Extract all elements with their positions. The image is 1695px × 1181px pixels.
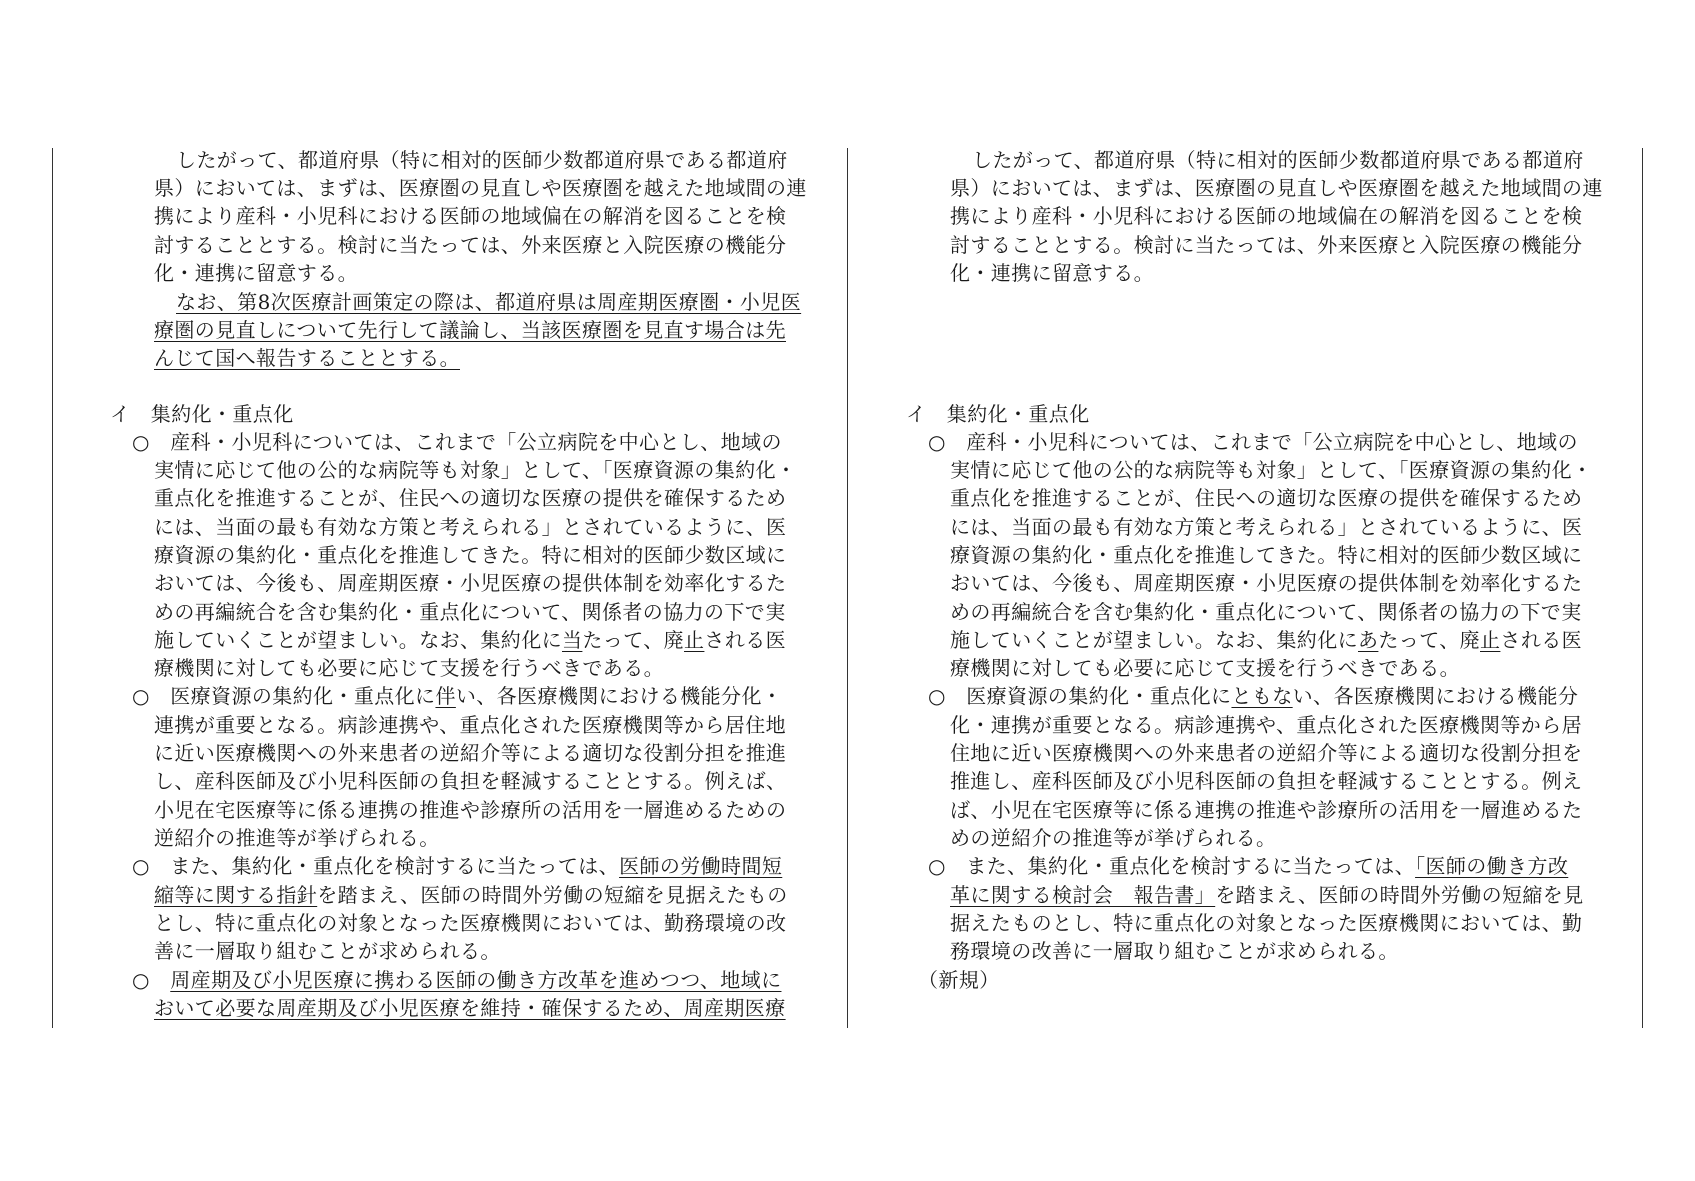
- left-item1-line-7: めの再編統合を含む集約化・重点化について、関係者の協力の下で実: [154, 600, 786, 624]
- underlined-segment: 革に関する検討会 報告書」: [950, 883, 1216, 907]
- left-para2-line-3: んじて国へ報告することとする。: [154, 346, 460, 370]
- left-section-heading: イ 集約化・重点化: [110, 402, 294, 426]
- underlined-segment: 縮等に関する指針: [154, 883, 318, 907]
- right-item3-line-1: [928, 852, 1568, 880]
- text-segment: ○ また、集約化・重点化を検討するに当たっては、: [132, 854, 620, 878]
- left-border-line: [52, 148, 53, 1028]
- left-item1-line-8: [154, 626, 786, 654]
- left-item4-line-2: おいて必要な周産期及び小児医療を維持・確保するため、周産期医療: [154, 996, 786, 1020]
- right-item2-line-2: 化・連携が重要となる。病診連携や、重点化された医療機関等から居: [950, 713, 1582, 737]
- left-item3-line-3: とし、特に重点化の対象となった医療機関においては、勤務環境の改: [154, 911, 787, 935]
- left-item2-line-6: 逆紹介の推進等が挙げられる。: [154, 826, 440, 850]
- underlined-segment: 医師の労働時間短: [619, 854, 783, 878]
- right-item1-line-1: ○ 産科・小児科については、これまで「公立病院を中心とし、地域の: [928, 430, 1578, 454]
- left-item1-line-5: 療資源の集約化・重点化を推進してきた。特に相対的医師少数区域に: [154, 543, 787, 567]
- left-item1-line-9: 療機関に対しても必要に応じて支援を行うべきである。: [154, 656, 664, 680]
- right-item1-line-7: めの再編統合を含む集約化・重点化について、関係者の協力の下で実: [950, 600, 1582, 624]
- text-segment: を踏まえ、医師の時間外労働の短縮を見据えたもの: [317, 883, 788, 907]
- text-segment: 施していくことが望ましい。なお、集約化に: [154, 628, 562, 652]
- left-para2-line-1: なお、第8次医療計画策定の際は、都道府県は周産期医療圏・小児医: [176, 290, 802, 314]
- right-item3-line-2: [950, 881, 1584, 909]
- text-segment: 施していくことが望ましい。なお、集約化に: [950, 628, 1358, 652]
- right-item3-line-4: 務環境の改善に一層取り組むことが求められる。: [950, 939, 1399, 963]
- right-item2-line-3: 住地に近い医療機関への外来患者の逆紹介等による適切な役割分担を: [950, 741, 1583, 765]
- underlined-segment: 当: [562, 628, 583, 652]
- right-item1-line-6: おいては、今後も、周産期医療・小児医療の提供体制を効率化するた: [950, 571, 1583, 595]
- right-item1-line-5: 療資源の集約化・重点化を推進してきた。特に相対的医師少数区域に: [950, 543, 1583, 567]
- left-item2-line-3: に近い医療機関への外来患者の逆紹介等による適切な役割分担を推進: [154, 741, 787, 765]
- left-item1-line-1: ○ 産科・小児科については、これまで「公立病院を中心とし、地域の: [132, 430, 782, 454]
- text-segment: ○: [132, 968, 171, 992]
- right-border-line: [1642, 148, 1643, 1028]
- left-item2-line-4: し、産科医師及び小児科医師の負担を軽減することとする。例えば、: [154, 769, 787, 793]
- center-divider-line: [847, 148, 848, 1028]
- right-item2-line-5: ば、小児在宅医療等に係る連携の推進や診療所の活用を一層進めるた: [950, 798, 1583, 822]
- left-item2-line-5: 小児在宅医療等に係る連携の推進や診療所の活用を一層進めるための: [154, 798, 787, 822]
- right-section-heading: イ 集約化・重点化: [906, 402, 1090, 426]
- right-para1-line-1: したがって、都道府県（特に相対的医師少数都道府県である都道府: [972, 148, 1584, 172]
- right-item2-line-1: [928, 682, 1578, 710]
- left-item3-line-2: [154, 881, 788, 909]
- text-segment: い、各医療機関における機能分化・: [455, 684, 783, 708]
- left-para1-line-1: したがって、都道府県（特に相対的医師少数都道府県である都道府: [176, 148, 788, 172]
- text-segment: たって、廃: [1378, 628, 1481, 652]
- underlined-segment: 伴: [435, 684, 456, 708]
- text-segment: される医: [1500, 628, 1583, 652]
- underlined-segment: ともな: [1231, 684, 1293, 708]
- left-item3-line-1: [132, 852, 782, 880]
- text-segment: い、各医療機関における機能分: [1292, 684, 1579, 708]
- left-para1-line-3: 携により産科・小児科における医師の地域偏在の解消を図ることを検: [154, 204, 787, 228]
- right-item3-line-3: 据えたものとし、特に重点化の対象となった医療機関においては、勤: [950, 911, 1583, 935]
- left-item1-line-3: 重点化を推進することが、住民への適切な医療の提供を確保するため: [154, 486, 787, 510]
- right-new-note: （新規）: [918, 968, 1000, 992]
- right-para1-line-3: 携により産科・小児科における医師の地域偏在の解消を図ることを検: [950, 204, 1583, 228]
- right-para1-line-4: 討することとする。検討に当たっては、外来医療と入院医療の機能分: [950, 233, 1583, 257]
- text-segment: ○ 医療資源の集約化・重点化に: [132, 684, 436, 708]
- underlined-segment: あ: [1358, 628, 1379, 652]
- left-item1-line-4: には、当面の最も有効な方策と考えられる」とされているように、医: [154, 515, 787, 539]
- right-item1-line-8: [950, 626, 1582, 654]
- text-segment: ○ 医療資源の集約化・重点化に: [928, 684, 1232, 708]
- right-item1-line-4: には、当面の最も有効な方策と考えられる」とされているように、医: [950, 515, 1583, 539]
- text-segment: ○ また、集約化・重点化を検討するに当たっては、: [928, 854, 1416, 878]
- left-item3-line-4: 善に一層取り組むことが求められる。: [154, 939, 501, 963]
- right-item1-line-9: 療機関に対しても必要に応じて支援を行うべきである。: [950, 656, 1460, 680]
- left-para1-line-2: 県）においては、まずは、医療圏の見直しや医療圏を越えた地域間の連: [154, 176, 807, 200]
- left-item1-line-2: 実情に応じて他の公的な病院等も対象」として、「医療資源の集約化・: [154, 458, 797, 482]
- underlined-segment: 止: [684, 628, 705, 652]
- right-para1-line-2: 県）においては、まずは、医療圏の見直しや医療圏を越えた地域間の連: [950, 176, 1603, 200]
- left-item1-line-6: おいては、今後も、周産期医療・小児医療の提供体制を効率化するた: [154, 571, 787, 595]
- underlined-segment: 「医師の働き方改: [1415, 854, 1569, 878]
- left-para2-line-2: 療圏の見直しについて先行して議論し、当該医療圏を見直す場合は先: [154, 318, 786, 342]
- right-item2-line-4: 推進し、産科医師及び小児科医師の負担を軽減することとする。例え: [950, 769, 1583, 793]
- left-item4-line-1: [132, 966, 781, 994]
- right-item2-line-6: めの逆紹介の推進等が挙げられる。: [950, 826, 1277, 850]
- left-item2-line-2: 連携が重要となる。病診連携や、重点化された医療機関等から居住地: [154, 713, 786, 737]
- text-segment: される医: [704, 628, 787, 652]
- text-segment: を踏まえ、医師の時間外労働の短縮を見: [1215, 883, 1584, 907]
- left-item2-line-1: [132, 682, 782, 710]
- right-para1-line-5: 化・連携に留意する。: [950, 261, 1154, 285]
- underlined-segment: 止: [1480, 628, 1501, 652]
- text-segment: たって、廃: [582, 628, 685, 652]
- left-para1-line-4: 討することとする。検討に当たっては、外来医療と入院医療の機能分: [154, 233, 787, 257]
- underlined-segment: 周産期及び小児医療に携わる医師の働き方改革を進めつつ、地域に: [170, 968, 782, 992]
- left-para1-line-5: 化・連携に留意する。: [154, 261, 358, 285]
- right-item1-line-2: 実情に応じて他の公的な病院等も対象」として、「医療資源の集約化・: [950, 458, 1593, 482]
- right-item1-line-3: 重点化を推進することが、住民への適切な医療の提供を確保するため: [950, 486, 1583, 510]
